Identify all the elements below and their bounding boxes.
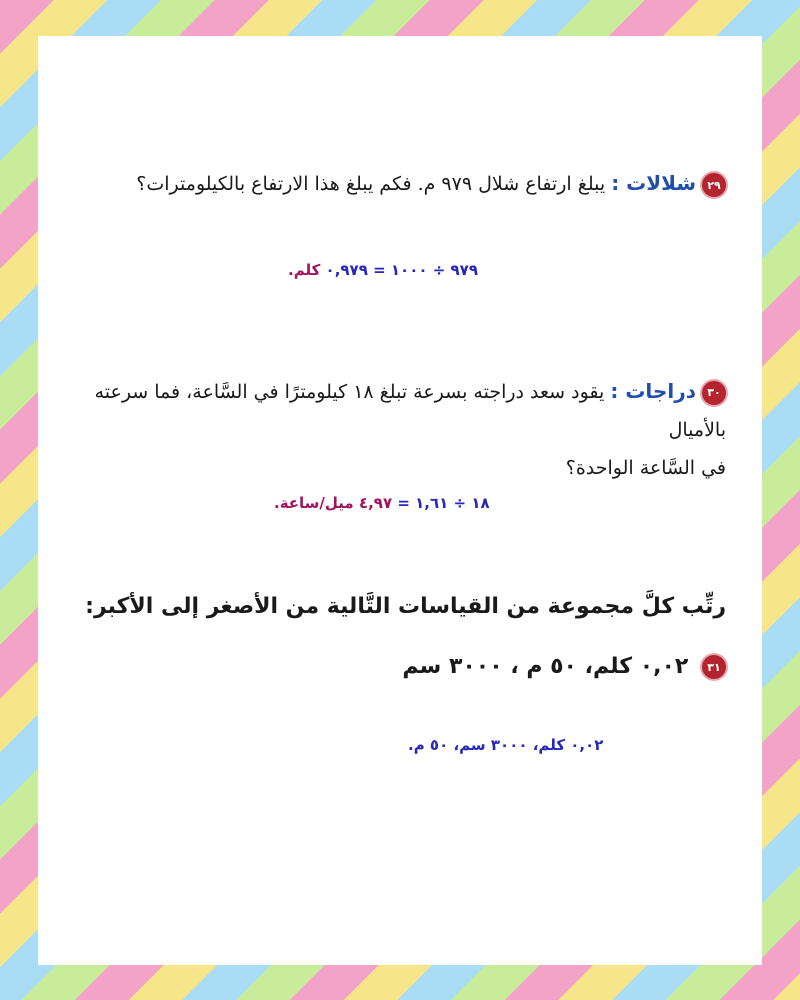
answer-unit: كلم.: [288, 261, 321, 279]
answer-expression: ٩٧٩ ÷ ١٠٠٠ = ٠,٩٧٩: [325, 261, 478, 279]
question-31: [402, 654, 726, 679]
answer-30: [274, 494, 490, 512]
question-number-badge: ٣١: [702, 655, 726, 679]
question-text: يبلغ ارتفاع شلال ٩٧٩ م. فكم يبلغ هذا الارتفاع بالكيلومترات؟: [136, 173, 606, 195]
answer-29: [288, 261, 478, 279]
question-number-badge: ٢٩: [702, 173, 726, 197]
ordering-instruction: رتِّب كلَّ مجموعة من القياسات التَّالية من الأصغر إلى الأكبر:: [85, 594, 726, 619]
question-text: ٠,٠٢ كلم، ٥٠ م ، ٣٠٠٠ سم: [402, 654, 689, 679]
question-29: [136, 171, 726, 197]
answer-31: ٠,٠٢ كلم، ٣٠٠٠ سم، ٥٠ م.: [408, 736, 604, 754]
question-number-badge: ٣٠: [702, 381, 726, 405]
question-text: يقود سعد دراجته بسرعة تبلغ ١٨ كيلومترًا في السَّاعة، فما سرعته بالأميال: [94, 381, 726, 441]
answer-unit: ٤,٩٧ ميل/ساعة.: [274, 494, 393, 512]
question-keyword: شلالات :: [611, 171, 696, 195]
question-text-line2: في السَّاعة الواحدة؟: [565, 457, 726, 479]
question-keyword: دراجات :: [610, 379, 696, 403]
worksheet-card: [38, 36, 762, 965]
answer-expression: ١٨ ÷ ١,٦١ =: [397, 494, 490, 512]
question-30: [38, 372, 726, 487]
